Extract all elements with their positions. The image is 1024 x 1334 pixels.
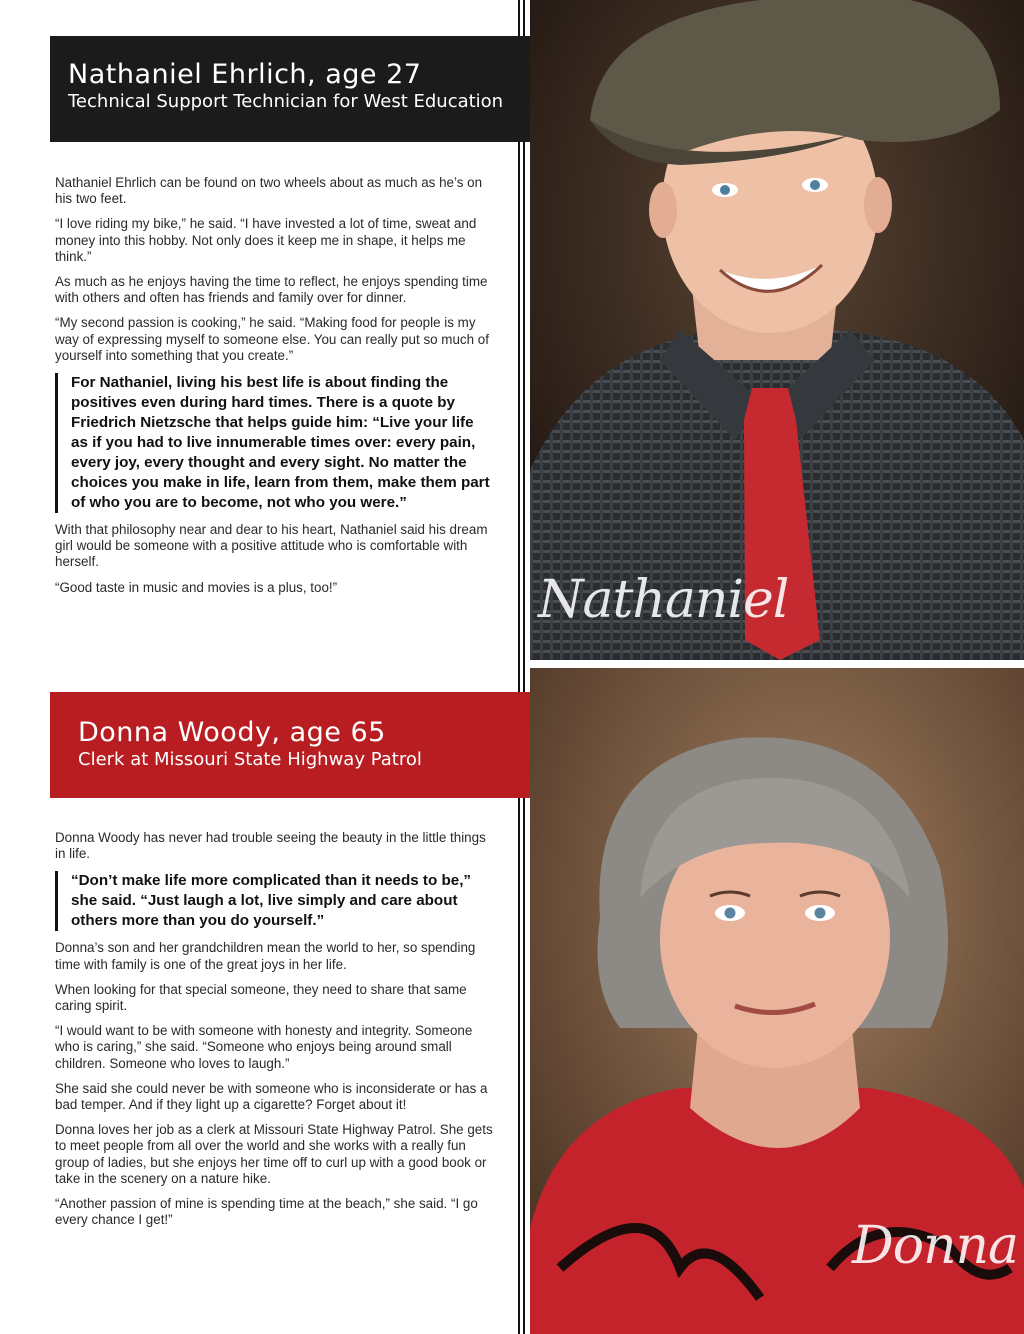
- pull-quote: For Nathaniel, living his best life is about finding the positives even during hard times. There is a quote by Friedrich Nietzsche that helps guide him: “Live your life as if you had to live innumerable times over: every pain, every joy, every thought and every sight. No matter the choices you make in life, learn from them, make them part of who you are to become, not who you were.”: [55, 373, 493, 513]
- profile-header-nathaniel: [50, 36, 578, 142]
- signature-donna: Donna: [852, 1216, 1018, 1276]
- profile-job-title: Technical Support Technician for West Education: [68, 91, 504, 112]
- body-paragraph: She said she could never be with someone who is inconsiderate or has a bad temper. And if they light up a cigarette? Forget about it!: [55, 1080, 488, 1113]
- body-paragraph: “I love riding my bike,” he said. “I have invested a lot of time, sweat and money into this hobby. Not only does it keep me in shape, it helps me think.”: [55, 216, 477, 264]
- body-paragraph: Donna loves her job as a clerk at Missouri State Highway Patrol. She gets to meet people from all over the world and she works with a really fun group of ladies, but she enjoys her time off to curl up with a good book or take in the scenery on a nature hike.: [55, 1122, 493, 1186]
- body-paragraph: Donna Woody has never had trouble seeing the beauty in the little things in life.: [55, 830, 486, 862]
- profile-name: Donna Woody, age 65: [78, 717, 386, 748]
- profile-photo-nathaniel: [530, 0, 1024, 660]
- body-paragraph: “My second passion is cooking,” he said. “Making food for people is my way of expressing myself to someone else. You can really put so much of yourself into something that you create.”: [55, 315, 489, 363]
- body-paragraph: “Another passion of mine is spending time at the beach,” she said. “I go every chance I get!”: [55, 1196, 478, 1228]
- signature-nathaniel: Nathaniel: [538, 570, 789, 630]
- body-paragraph: As much as he enjoys having the time to reflect, he enjoys spending time with others and often has friends and family over for dinner.: [55, 274, 488, 306]
- body-paragraph: “Good taste in music and movies is a plus, too!”: [55, 579, 338, 595]
- divider-line-right: [523, 0, 525, 1334]
- body-paragraph: Nathaniel Ehrlich can be found on two wheels about as much as he’s on his two feet.: [55, 175, 483, 207]
- pull-quote: “Don’t make life more complicated than it needs to be,” she said. “Just laugh a lot, live simply and care about others more than you do yourself.”: [55, 871, 493, 931]
- body-paragraph: With that philosophy near and dear to his heart, Nathaniel said his dream girl would be someone with a positive attitude who is comfortable with herself.: [55, 522, 488, 570]
- profile-header-donna: [50, 692, 578, 798]
- profile-name: Nathaniel Ehrlich, age 27: [68, 59, 422, 90]
- profile-photo-donna: [530, 668, 1024, 1334]
- profile-job-title: Clerk at Missouri State Highway Patrol: [78, 749, 422, 770]
- divider-line-left: [518, 0, 520, 1334]
- profile-body-nathaniel: [55, 175, 493, 605]
- body-paragraph: When looking for that special someone, they need to share that same caring spirit.: [55, 981, 467, 1014]
- profile-body-donna: [55, 830, 493, 1237]
- body-paragraph: Donna’s son and her grandchildren mean the world to her, so spending time with family is one of the great joys in her life.: [55, 940, 476, 972]
- body-paragraph: “I would want to be with someone with honesty and integrity. Someone who is caring,” she said. “Someone who enjoys being around small children. Someone who loves to laugh.”: [55, 1023, 473, 1071]
